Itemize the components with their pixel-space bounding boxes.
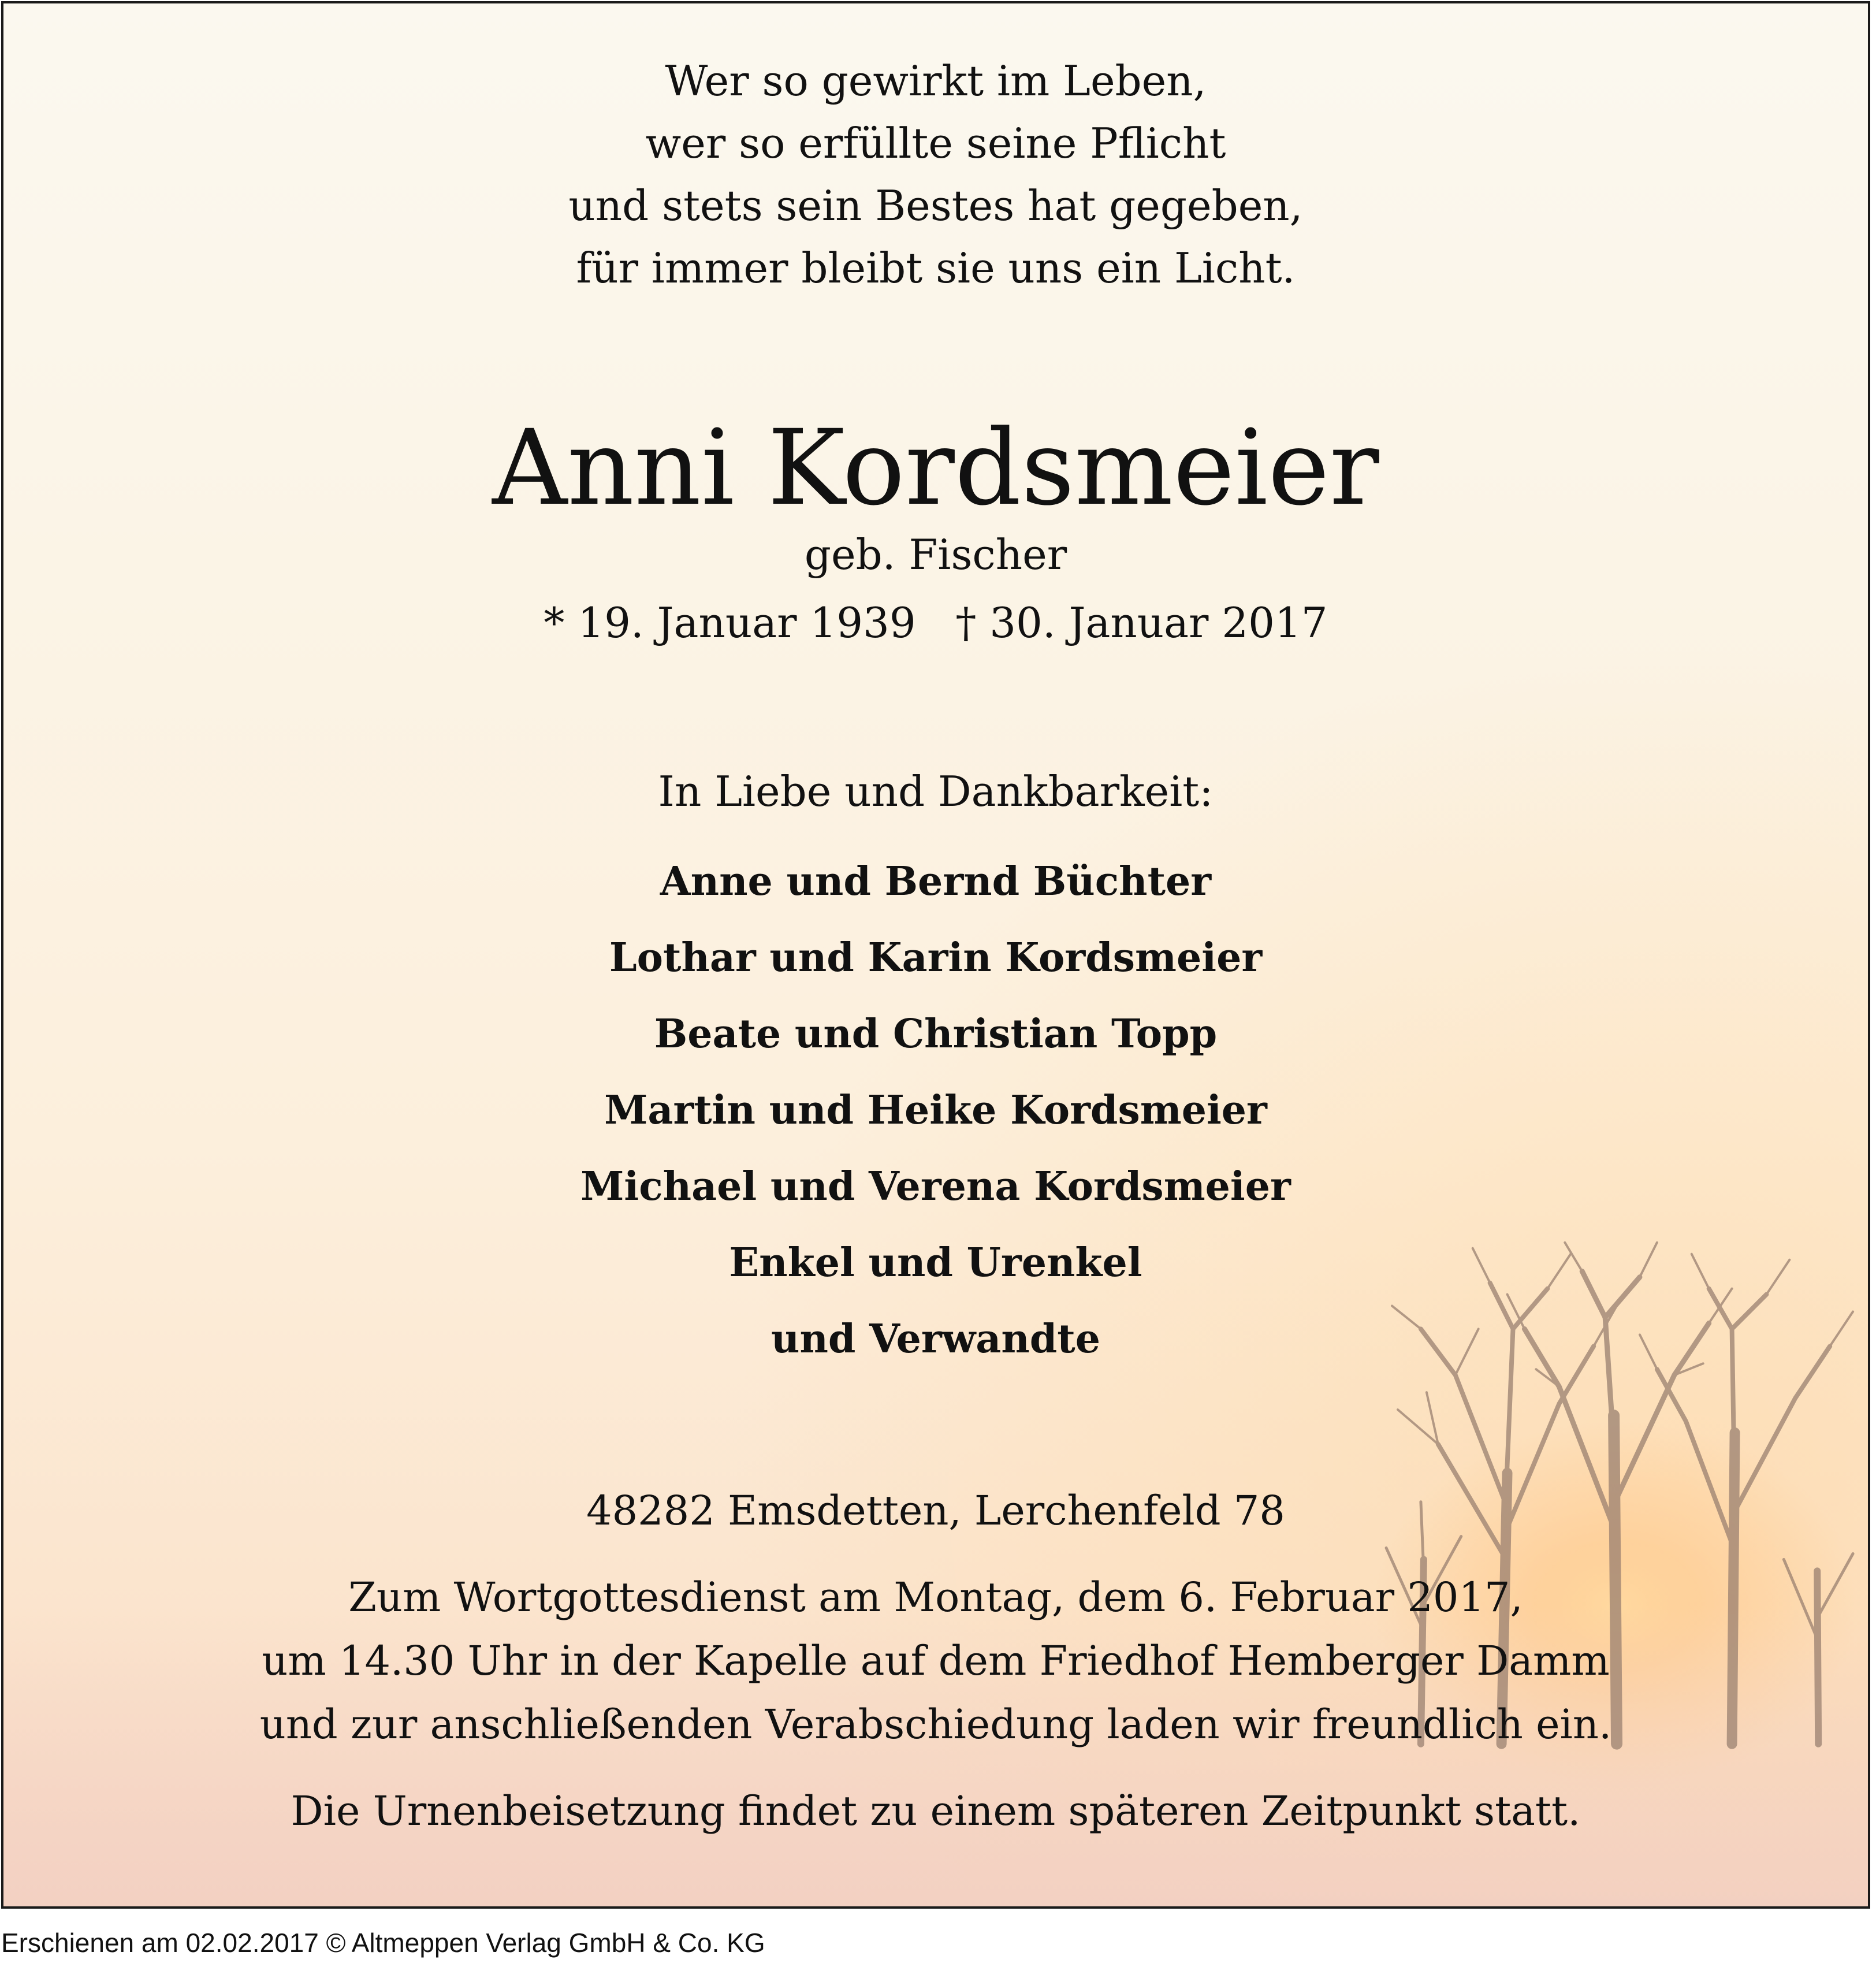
mourner-4: Martin und Heike Kordsmeier [604, 1087, 1267, 1133]
poem-line-2: wer so erfüllte seine Pflicht [645, 119, 1226, 168]
mourner-6: Enkel und Urenkel [729, 1240, 1142, 1286]
obituary-notice [1, 1, 1870, 1909]
mourner-2: Lothar und Karin Kordsmeier [609, 935, 1263, 981]
deceased-name: Anni Kordsmeier [492, 408, 1379, 529]
maiden-name: geb. Fischer [804, 530, 1067, 579]
service-line-3: und zur anschließenden Verabschiedung laden wir freundlich ein. [259, 1701, 1612, 1748]
service-line-2: um 14.30 Uhr in der Kapelle auf dem Friedhof Hemberger Damm [262, 1637, 1610, 1685]
poem-line-1: Wer so gewirkt im Leben, [665, 57, 1207, 105]
address: 48282 Emsdetten, Lerchenfeld 78 [586, 1487, 1285, 1534]
burial-note: Die Urnenbeisetzung findet zu einem späteren Zeitpunkt statt. [291, 1787, 1581, 1835]
mourner-7: und Verwandte [771, 1316, 1100, 1362]
poem-line-4: für immer bleibt sie uns ein Licht. [576, 244, 1296, 292]
service-line-1: Zum Wortgottesdienst am Montag, dem 6. Februar 2017, [348, 1574, 1523, 1621]
life-dates: * 19. Januar 1939 † 30. Januar 2017 [544, 598, 1328, 647]
mourners-intro: In Liebe und Dankbarkeit: [658, 767, 1214, 816]
mourner-1: Anne und Bernd Büchter [660, 858, 1212, 905]
poem-line-3: und stets sein Bestes hat gegeben, [568, 181, 1303, 230]
publication-footer: Erschienen am 02.02.2017 © Altmeppen Verlag GmbH & Co. KG [1, 1928, 765, 1958]
mourner-5: Michael und Verena Kordsmeier [580, 1163, 1291, 1210]
mourner-3: Beate und Christian Topp [654, 1011, 1218, 1057]
